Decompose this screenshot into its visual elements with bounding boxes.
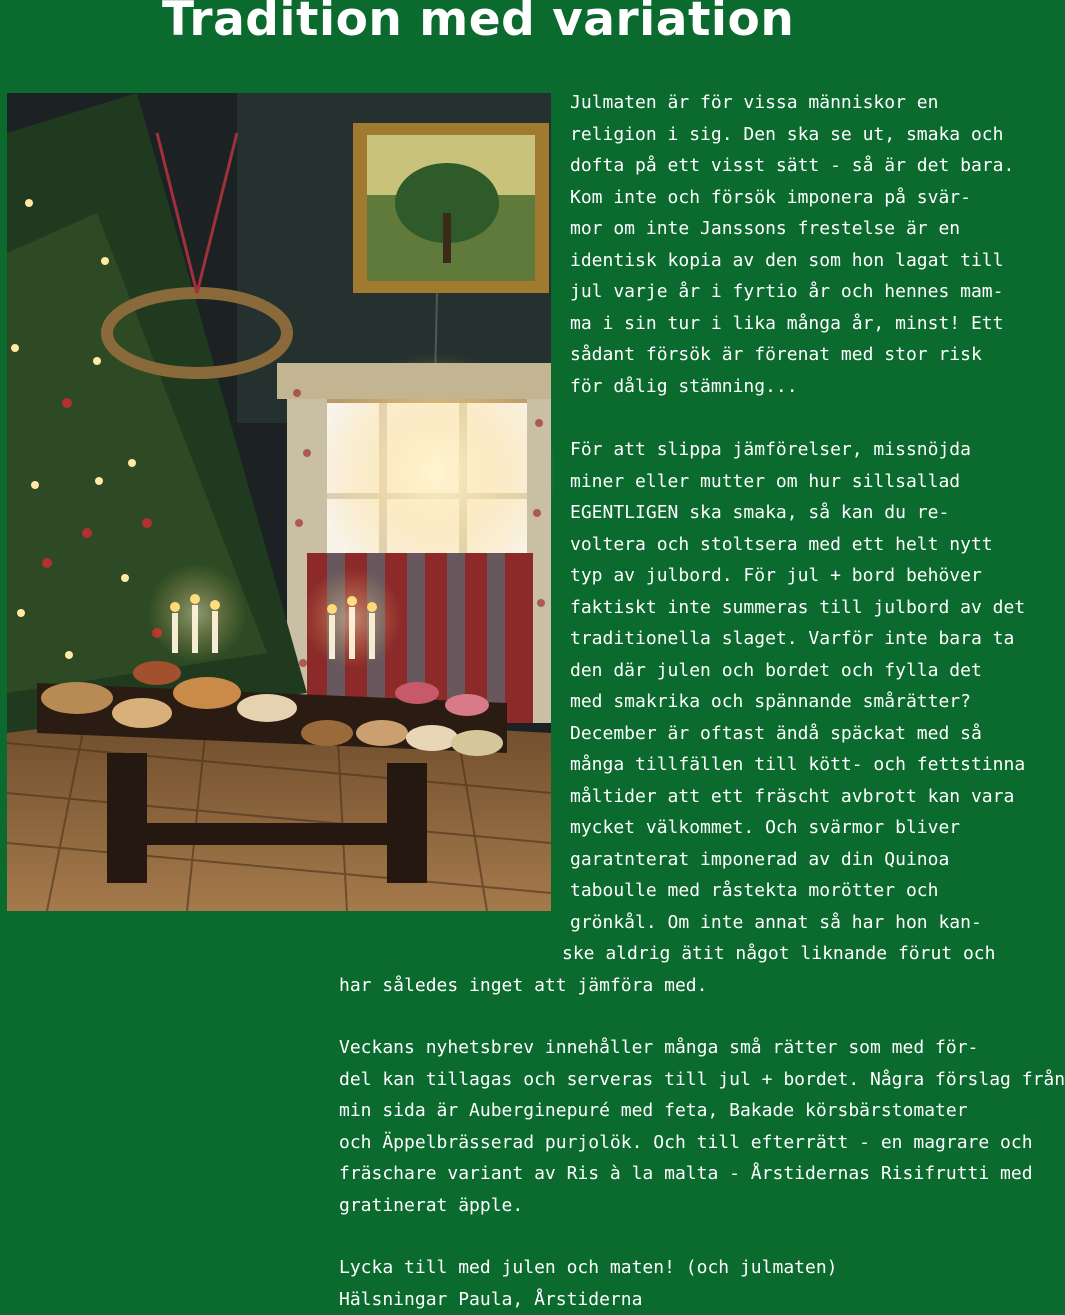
- text-line: min sida är Auberginepuré med feta, Bakade körsbärstomater: [339, 1100, 968, 1121]
- text-line: mycket välkommet. Och svärmor bliver: [570, 817, 961, 838]
- text-line: för dålig stämning...: [570, 375, 798, 397]
- text-line: December är oftast ändå späckat med så: [570, 722, 982, 744]
- page-title: Tradition med variation: [162, 0, 795, 47]
- text-line: och Äppelbrässerad purjolök. Och till efterrätt - en magrare och: [339, 1131, 1033, 1153]
- text-line: mor om inte Janssons frestelse är en: [570, 218, 961, 239]
- text-line: identisk kopia av den som hon lagat till: [570, 249, 1004, 271]
- text-line: har således inget att jämföra med.: [339, 974, 708, 996]
- text-line: religion i sig. Den ska se ut, smaka och: [570, 123, 1004, 145]
- paragraph-intro: [570, 87, 1014, 402]
- text-line: traditionella slaget. Varför inte bara ta: [570, 628, 1015, 649]
- text-line: garatnterat imponerad av din Quinoa: [570, 848, 950, 870]
- text-line: Lycka till med julen och maten! (och julmaten): [339, 1257, 838, 1278]
- text-line: den där julen och bordet och fylla det: [570, 659, 982, 681]
- paragraph-julbord: [339, 434, 1026, 1001]
- text-line: gratinerat äpple.: [339, 1194, 524, 1216]
- text-line: jul varje år i fyrtio år och hennes mam-: [570, 281, 1004, 302]
- text-line: dofta på ett visst sätt - så är det bara.: [570, 155, 1015, 176]
- closing-greeting: [339, 1252, 838, 1315]
- text-line: EGENTLIGEN ska smaka, så kan du re-: [570, 502, 950, 523]
- text-line: faktiskt inte summeras till julbord av det: [570, 596, 1026, 618]
- text-line: Hälsningar Paula, Årstiderna: [339, 1288, 643, 1310]
- christmas-table-photo: [7, 93, 551, 911]
- text-line: voltera och stoltsera med ett helt nytt: [570, 533, 993, 555]
- photo-illustration: [7, 93, 551, 911]
- text-line: Veckans nyhetsbrev innehåller många små rätter som med för-: [339, 1037, 979, 1058]
- text-line: taboulle med råstekta morötter och: [570, 880, 939, 901]
- text-line: ske aldrig ätit något liknande förut och: [562, 943, 996, 964]
- text-line: många tillfällen till kött- och fettstinna: [570, 754, 1026, 775]
- text-line: miner eller mutter om hur sillsallad: [570, 470, 961, 492]
- paragraph-newsletter: [339, 1032, 1065, 1221]
- text-line: För att slippa jämförelser, missnöjda: [570, 439, 971, 460]
- text-line: med smakrika och spännande smårätter?: [570, 691, 971, 712]
- text-line: fräschare variant av Ris à la malta - Årstidernas Risifrutti med: [339, 1163, 1033, 1184]
- text-line: Julmaten är för vissa människor en: [570, 92, 939, 113]
- text-line: Kom inte och försök imponera på svär-: [570, 186, 971, 208]
- text-line: del kan tillagas och serveras till jul + bordet. Några förslag från: [339, 1068, 1065, 1090]
- text-line: måltider att ett fräscht avbrott kan vara: [570, 785, 1015, 807]
- text-line: ma i sin tur i lika många år, minst! Ett: [570, 312, 1004, 334]
- text-line: typ av julbord. För jul + bord behöver: [570, 565, 982, 586]
- text-line: grönkål. Om inte annat så har hon kan-: [570, 911, 982, 933]
- text-line: sådant försök är förenat med stor risk: [570, 344, 982, 365]
